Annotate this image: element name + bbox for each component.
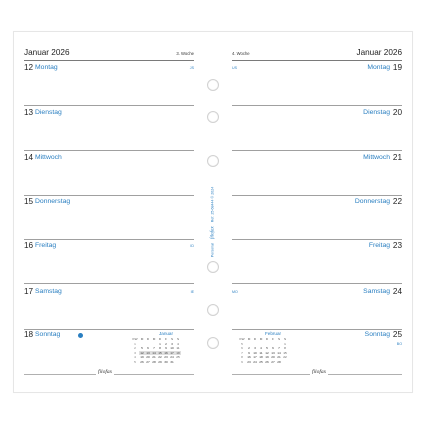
mini-calendar-january (131, 331, 193, 365)
holiday-tag: IE (190, 290, 194, 294)
mini-calendar-date-cell: 13 (271, 350, 275, 355)
mini-calendar-date-cell: 14 (277, 350, 281, 355)
mini-calendar-header-cell: D (146, 337, 150, 341)
mini-calendar-header-cell: S (277, 337, 281, 341)
day-divider (232, 329, 402, 330)
mini-calendar-date-cell: 31 (170, 359, 174, 364)
day-divider (232, 195, 402, 196)
day-divider (24, 239, 194, 240)
mini-calendar-date-cell: 22 (158, 355, 162, 360)
mini-calendar-header-cell: D (158, 337, 162, 341)
day-number: 16 (24, 241, 34, 250)
mini-calendar-week-row (131, 360, 181, 365)
mini-calendar-date-cell: 4 (177, 341, 179, 346)
day-divider (24, 105, 194, 106)
mini-calendar-date-cell: 24 (253, 359, 257, 364)
mini-calendar-date-cell: 16 (164, 350, 168, 355)
mini-calendar-date-cell: 11 (176, 346, 180, 351)
mini-calendar-date-cell: 22 (283, 355, 287, 360)
day-divider (232, 283, 402, 284)
mini-calendar-header-cell: F (165, 337, 167, 341)
mini-calendar-date-cell: 14 (152, 350, 156, 355)
day-name: Montag (367, 64, 390, 71)
right-page (222, 32, 412, 392)
day-row[interactable] (24, 198, 194, 243)
mini-calendar-week-number: 4 (134, 355, 136, 360)
day-row[interactable] (232, 198, 402, 243)
mini-calendar-date-cell: 3 (254, 346, 256, 351)
mini-calendar-date-cell: 9 (248, 350, 250, 355)
mini-calendar-date-cell (175, 360, 181, 365)
binding-imprint (211, 187, 216, 257)
mini-calendar-date-cell: 28 (152, 359, 156, 364)
punch-hole (207, 79, 219, 91)
mini-calendar-week-number: 3 (134, 350, 136, 355)
day-number: 13 (24, 108, 34, 117)
mini-calendar-date-cell: 28 (277, 359, 281, 364)
day-number: 18 (24, 330, 34, 339)
mini-calendar-week-number: 9 (241, 359, 243, 364)
day-number: 17 (24, 287, 34, 296)
day-number: 19 (392, 63, 402, 72)
mini-calendar-date-cell: 16 (247, 355, 251, 360)
day-row[interactable] (24, 154, 194, 199)
holiday-tag: JS (189, 66, 194, 70)
mini-calendar-date-cell: 25 (176, 355, 180, 360)
day-name: Samstag (35, 288, 62, 295)
mini-calendar-title: Januar (158, 331, 174, 336)
day-divider (24, 195, 194, 196)
mini-calendar-date-cell: 26 (140, 359, 144, 364)
day-row[interactable] (232, 154, 402, 199)
mini-calendar-date-cell: 17 (170, 350, 174, 355)
mini-calendar-date-cell: 2 (165, 341, 167, 346)
day-number: 21 (392, 153, 402, 162)
mini-calendar-date-cell: 19 (265, 355, 269, 360)
mini-calendar-week-number: 2 (134, 346, 136, 351)
punch-hole (207, 155, 219, 167)
day-row[interactable] (232, 288, 402, 333)
day-divider (24, 150, 194, 151)
left-page (14, 32, 204, 392)
holiday-tag: MO (232, 290, 238, 294)
day-number: 24 (392, 287, 402, 296)
mini-calendar-header-cell: S (283, 337, 287, 341)
mini-calendar-date-cell: 20 (271, 355, 275, 360)
mini-calendar-date-cell: 24 (170, 355, 174, 360)
new-moon-icon (78, 333, 83, 338)
mini-calendar-header-cell: F (272, 337, 274, 341)
mini-calendar-date-cell: 18 (176, 350, 180, 355)
holiday-tag: US (232, 66, 237, 70)
day-row[interactable] (232, 242, 402, 287)
mini-calendar-date-cell: 30 (164, 359, 168, 364)
mini-calendar-header-cell: D (265, 337, 269, 341)
mini-calendar-header-cell: M (259, 337, 263, 341)
mini-calendar-date-cell: 7 (278, 346, 280, 351)
mini-calendar-february (238, 331, 300, 365)
day-number: 22 (392, 197, 402, 206)
mini-calendar-date-cell: 8 (284, 346, 286, 351)
mini-calendar-date-cell: 9 (165, 346, 167, 351)
mini-calendar-date-cell: 7 (153, 346, 155, 351)
mini-calendar-date-cell: 10 (253, 350, 257, 355)
mini-calendar-date-cell: 11 (259, 350, 263, 355)
left-header (24, 48, 194, 61)
day-divider (24, 329, 194, 330)
day-row[interactable] (232, 64, 402, 109)
day-divider (232, 105, 402, 106)
mini-calendar-header-cell: M (140, 337, 144, 341)
mini-calendar-header-cell: KW (132, 337, 138, 341)
planner-sheet (13, 31, 413, 393)
mini-calendar-date-cell: 13 (146, 350, 150, 355)
mini-calendar-header-cell: M (152, 337, 156, 341)
mini-calendar-week-number: 8 (241, 355, 243, 360)
mini-calendar-date-cell: 21 (152, 355, 156, 360)
mini-calendar-date-cell: 23 (164, 355, 168, 360)
left-week-label: 3. Woche (176, 51, 194, 56)
day-row[interactable] (232, 109, 402, 154)
mini-calendar-week-number: 1 (134, 341, 136, 346)
day-name: Donnerstag (354, 198, 390, 205)
mini-calendar-date-cell: 21 (277, 355, 281, 360)
right-week-label: 4. Woche (232, 51, 250, 56)
mini-calendar-date-cell: 1 (159, 341, 161, 346)
binding-brand: filofax (210, 226, 216, 240)
day-divider (232, 239, 402, 240)
mini-calendar-date-cell: 12 (265, 350, 269, 355)
mini-calendar-week-number: 5 (134, 359, 136, 364)
holiday-tag: BO (396, 342, 402, 346)
binding-copyright: © 2024 (210, 186, 215, 199)
mini-calendar-grid (131, 337, 181, 365)
mini-calendar-date-cell: 27 (271, 359, 275, 364)
day-name: Mittwoch (363, 154, 390, 161)
day-row[interactable] (24, 242, 194, 287)
day-name: Donnerstag (35, 198, 71, 205)
day-name: Sonntag (364, 331, 390, 338)
mini-calendar-date-cell: 6 (147, 346, 149, 351)
mini-calendar-date-cell: 8 (159, 346, 161, 351)
day-divider (24, 283, 194, 284)
mini-calendar-header-cell: D (253, 337, 257, 341)
mini-calendar-date-cell (282, 360, 288, 365)
day-number: 23 (392, 241, 402, 250)
filofax-logo: filofax (98, 369, 113, 375)
mini-calendar-week-number: 7 (241, 350, 243, 355)
mini-calendar-date-cell: 29 (158, 359, 162, 364)
filofax-logo: filofax (312, 369, 327, 375)
mini-calendar-date-cell: 15 (283, 350, 287, 355)
mini-calendar-date-cell: 17 (253, 355, 257, 360)
day-row[interactable] (24, 109, 194, 154)
mini-calendar-date-cell: 25 (259, 359, 263, 364)
day-name: Mittwoch (35, 154, 62, 161)
day-name: Samstag (363, 288, 390, 295)
day-number: 20 (392, 108, 402, 117)
mini-calendar-date-cell: 26 (265, 359, 269, 364)
day-name: Freitag (35, 242, 57, 249)
mini-calendar-header-cell: S (176, 337, 180, 341)
mini-calendar-date-cell: 4 (260, 346, 262, 351)
mini-calendar-date-cell: 2 (248, 346, 250, 351)
mini-calendar-header-cell: KW (239, 337, 245, 341)
mini-calendar-date-cell: 15 (158, 350, 162, 355)
mini-calendar-date-cell: 12 (140, 350, 144, 355)
mini-calendar-week-number: 5 (241, 341, 243, 346)
binding-ref: Ref. 25-68444 (210, 199, 215, 223)
day-name: Montag (35, 64, 58, 71)
mini-calendar-grid (238, 337, 288, 365)
left-month-title: Januar 2026 (24, 48, 70, 57)
mini-calendar-date-cell: 3 (171, 341, 173, 346)
binding-prefix: Personal (210, 243, 215, 258)
day-name: Sonntag (35, 331, 61, 338)
mini-calendar-date-cell: 1 (284, 341, 286, 346)
day-number: 25 (392, 330, 402, 339)
mini-calendar-header-cell: S (170, 337, 174, 341)
day-name: Freitag (368, 242, 390, 249)
mini-calendar-date-cell: 5 (141, 346, 143, 351)
day-number: 12 (24, 63, 34, 72)
mini-calendar-date-cell: 10 (170, 346, 174, 351)
mini-calendar-date-cell: 18 (259, 355, 263, 360)
day-number: 14 (24, 153, 34, 162)
mini-calendar-date-cell: 19 (140, 355, 144, 360)
right-header (232, 48, 402, 61)
punch-hole (207, 304, 219, 316)
mini-calendar-title: Februar (264, 331, 282, 336)
mini-calendar-date-cell: 20 (146, 355, 150, 360)
mini-calendar-date-cell: 27 (146, 359, 150, 364)
mini-calendar-week-row (238, 360, 288, 365)
right-month-title: Januar 2026 (356, 48, 402, 57)
mini-calendar-week-number: 6 (241, 346, 243, 351)
day-number: 15 (24, 197, 34, 206)
mini-calendar-date-cell: 6 (272, 346, 274, 351)
holiday-tag: ID (190, 244, 194, 248)
punch-hole (207, 337, 219, 349)
punch-hole (207, 261, 219, 273)
punch-hole (207, 111, 219, 123)
day-row[interactable] (24, 288, 194, 333)
day-name: Dienstag (35, 109, 62, 116)
mini-calendar-date-cell: 5 (266, 346, 268, 351)
day-name: Dienstag (363, 109, 390, 116)
mini-calendar-date-cell: 23 (247, 359, 251, 364)
day-divider (232, 150, 402, 151)
day-row[interactable] (24, 64, 194, 109)
mini-calendar-header-cell: M (247, 337, 251, 341)
